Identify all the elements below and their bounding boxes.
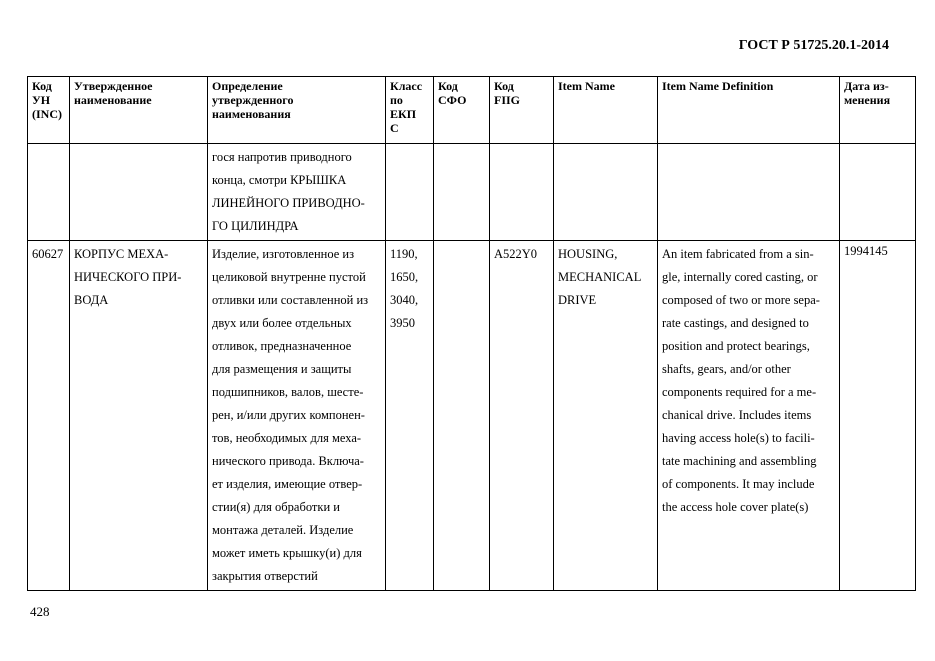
cell-line: of components. It may include <box>662 477 815 491</box>
inc-cell <box>28 241 70 591</box>
header-line: FIIG <box>494 93 521 107</box>
header-approved-name <box>70 77 208 144</box>
approved-name-cell <box>70 144 208 241</box>
item-name-cell <box>554 144 658 241</box>
header-item-name <box>554 77 658 144</box>
fiig-cell <box>490 241 554 591</box>
catalog-table <box>27 76 916 591</box>
cell-line: подшипников, валов, шесте- <box>212 385 364 399</box>
page-number: 428 <box>30 604 50 619</box>
definition-cell <box>208 241 386 591</box>
header-line: наименование <box>74 93 152 107</box>
cell-line: стии(я) для обработки и <box>212 500 340 514</box>
cell-line: НИЧЕСКОГО ПРИ- <box>74 270 182 284</box>
cell-line: КОРПУС МЕХА- <box>74 247 169 261</box>
date-cell <box>840 144 916 241</box>
class-cell <box>386 144 434 241</box>
header-line: утвержденного <box>212 93 294 107</box>
cell-line: composed of two or more sepa- <box>662 293 820 307</box>
table-body <box>28 144 916 591</box>
header-line: С <box>390 121 399 135</box>
cell-line: ЛИНЕЙНОГО ПРИВОДНО- <box>212 196 365 210</box>
header-sfo <box>434 77 490 144</box>
header-line: Код <box>494 79 514 93</box>
item-name-cell <box>554 241 658 591</box>
cell-line: ГО ЦИЛИНДРА <box>212 219 299 233</box>
cell-line: может иметь крышку(и) для <box>212 546 362 560</box>
cell-line: 3040, <box>390 293 419 307</box>
cell-line: ет изделия, имеющие отвер- <box>212 477 363 491</box>
item-name-definition-cell <box>658 144 840 241</box>
table-row <box>28 241 916 591</box>
header-line: по <box>390 93 403 107</box>
header-fiig <box>490 77 554 144</box>
cell-line: A522Y0 <box>494 247 538 261</box>
header-line: УН <box>32 93 51 107</box>
cell-line: HOUSING, <box>558 247 618 261</box>
cell-line: целиковой внутренне пустой <box>212 270 366 284</box>
header-row <box>28 77 916 144</box>
cell-line: для размещения и защиты <box>212 362 352 376</box>
header-class <box>386 77 434 144</box>
header-line: Класс <box>390 79 423 93</box>
cell-line: 60627 <box>32 247 64 261</box>
cell-line: shafts, gears, and/or other <box>662 362 791 376</box>
header-line: Item Name <box>558 79 615 93</box>
cell-line: DRIVE <box>558 293 597 307</box>
cell-line: нического привода. Включа- <box>212 454 364 468</box>
header-date <box>840 77 916 144</box>
standard-code: ГОСТ Р 51725.20.1-2014 <box>738 38 889 53</box>
cell-line: закрытия отверстий <box>212 569 318 583</box>
header-line: (INC) <box>32 107 62 121</box>
cell-line: отливки или составленной из <box>212 293 369 307</box>
header-line: Утвержденное <box>74 79 153 93</box>
cell-line: монтажа деталей. Изделие <box>212 523 354 537</box>
cell-line: отливок, предназначенное <box>212 339 352 353</box>
cell-line: рен, и/или других компонен- <box>212 408 365 422</box>
sfo-cell <box>434 144 490 241</box>
class-cell <box>386 241 434 591</box>
cell-line: тов, необходимых для меха- <box>212 431 362 445</box>
cell-line: An item fabricated from a sin- <box>662 247 814 261</box>
cell-line: components required for a me- <box>662 385 817 399</box>
cell-line: position and protect bearings, <box>662 339 810 353</box>
cell-line: конца, смотри КРЫШКА <box>212 173 347 187</box>
cell-line: 1190, <box>390 247 418 261</box>
sfo-cell <box>434 241 490 591</box>
definition-cell <box>208 144 386 241</box>
header-line: Item Name Definition <box>662 79 774 93</box>
inc-cell <box>28 144 70 241</box>
cell-line: having access hole(s) to facili- <box>662 431 815 445</box>
cell-line: rate castings, and designed to <box>662 316 809 330</box>
cell-line: the access hole cover plate(s) <box>662 500 809 514</box>
cell-line: 1650, <box>390 270 419 284</box>
cell-line: 1994145 <box>844 244 888 258</box>
cell-line: tate machining and assembling <box>662 454 817 468</box>
cell-line: MECHANICAL <box>558 270 642 284</box>
table-row <box>28 144 916 241</box>
header-definition <box>208 77 386 144</box>
cell-line: 3950 <box>390 316 415 330</box>
header-line: СФО <box>438 93 467 107</box>
cell-line: ВОДА <box>74 293 109 307</box>
cell-line: двух или более отдельных <box>212 316 352 330</box>
header-line: Код <box>438 79 458 93</box>
header-line: Код <box>32 79 52 93</box>
header-line: Определение <box>212 79 283 93</box>
item-name-definition-cell <box>658 241 840 591</box>
cell-line: gle, internally cored casting, or <box>662 270 818 284</box>
approved-name-cell <box>70 241 208 591</box>
header-item-name-definition <box>658 77 840 144</box>
header-line: наименования <box>212 107 291 121</box>
cell-line: Изделие, изготовленное из <box>212 247 355 261</box>
fiig-cell <box>490 144 554 241</box>
header-line: Дата из- <box>844 79 889 93</box>
cell-line: chanical drive. Includes items <box>662 408 812 422</box>
header-line: менения <box>844 93 891 107</box>
date-cell <box>840 241 916 591</box>
header-line: ЕКП <box>390 107 417 121</box>
header-inc <box>28 77 70 144</box>
cell-line: гося напротив приводного <box>212 150 352 164</box>
